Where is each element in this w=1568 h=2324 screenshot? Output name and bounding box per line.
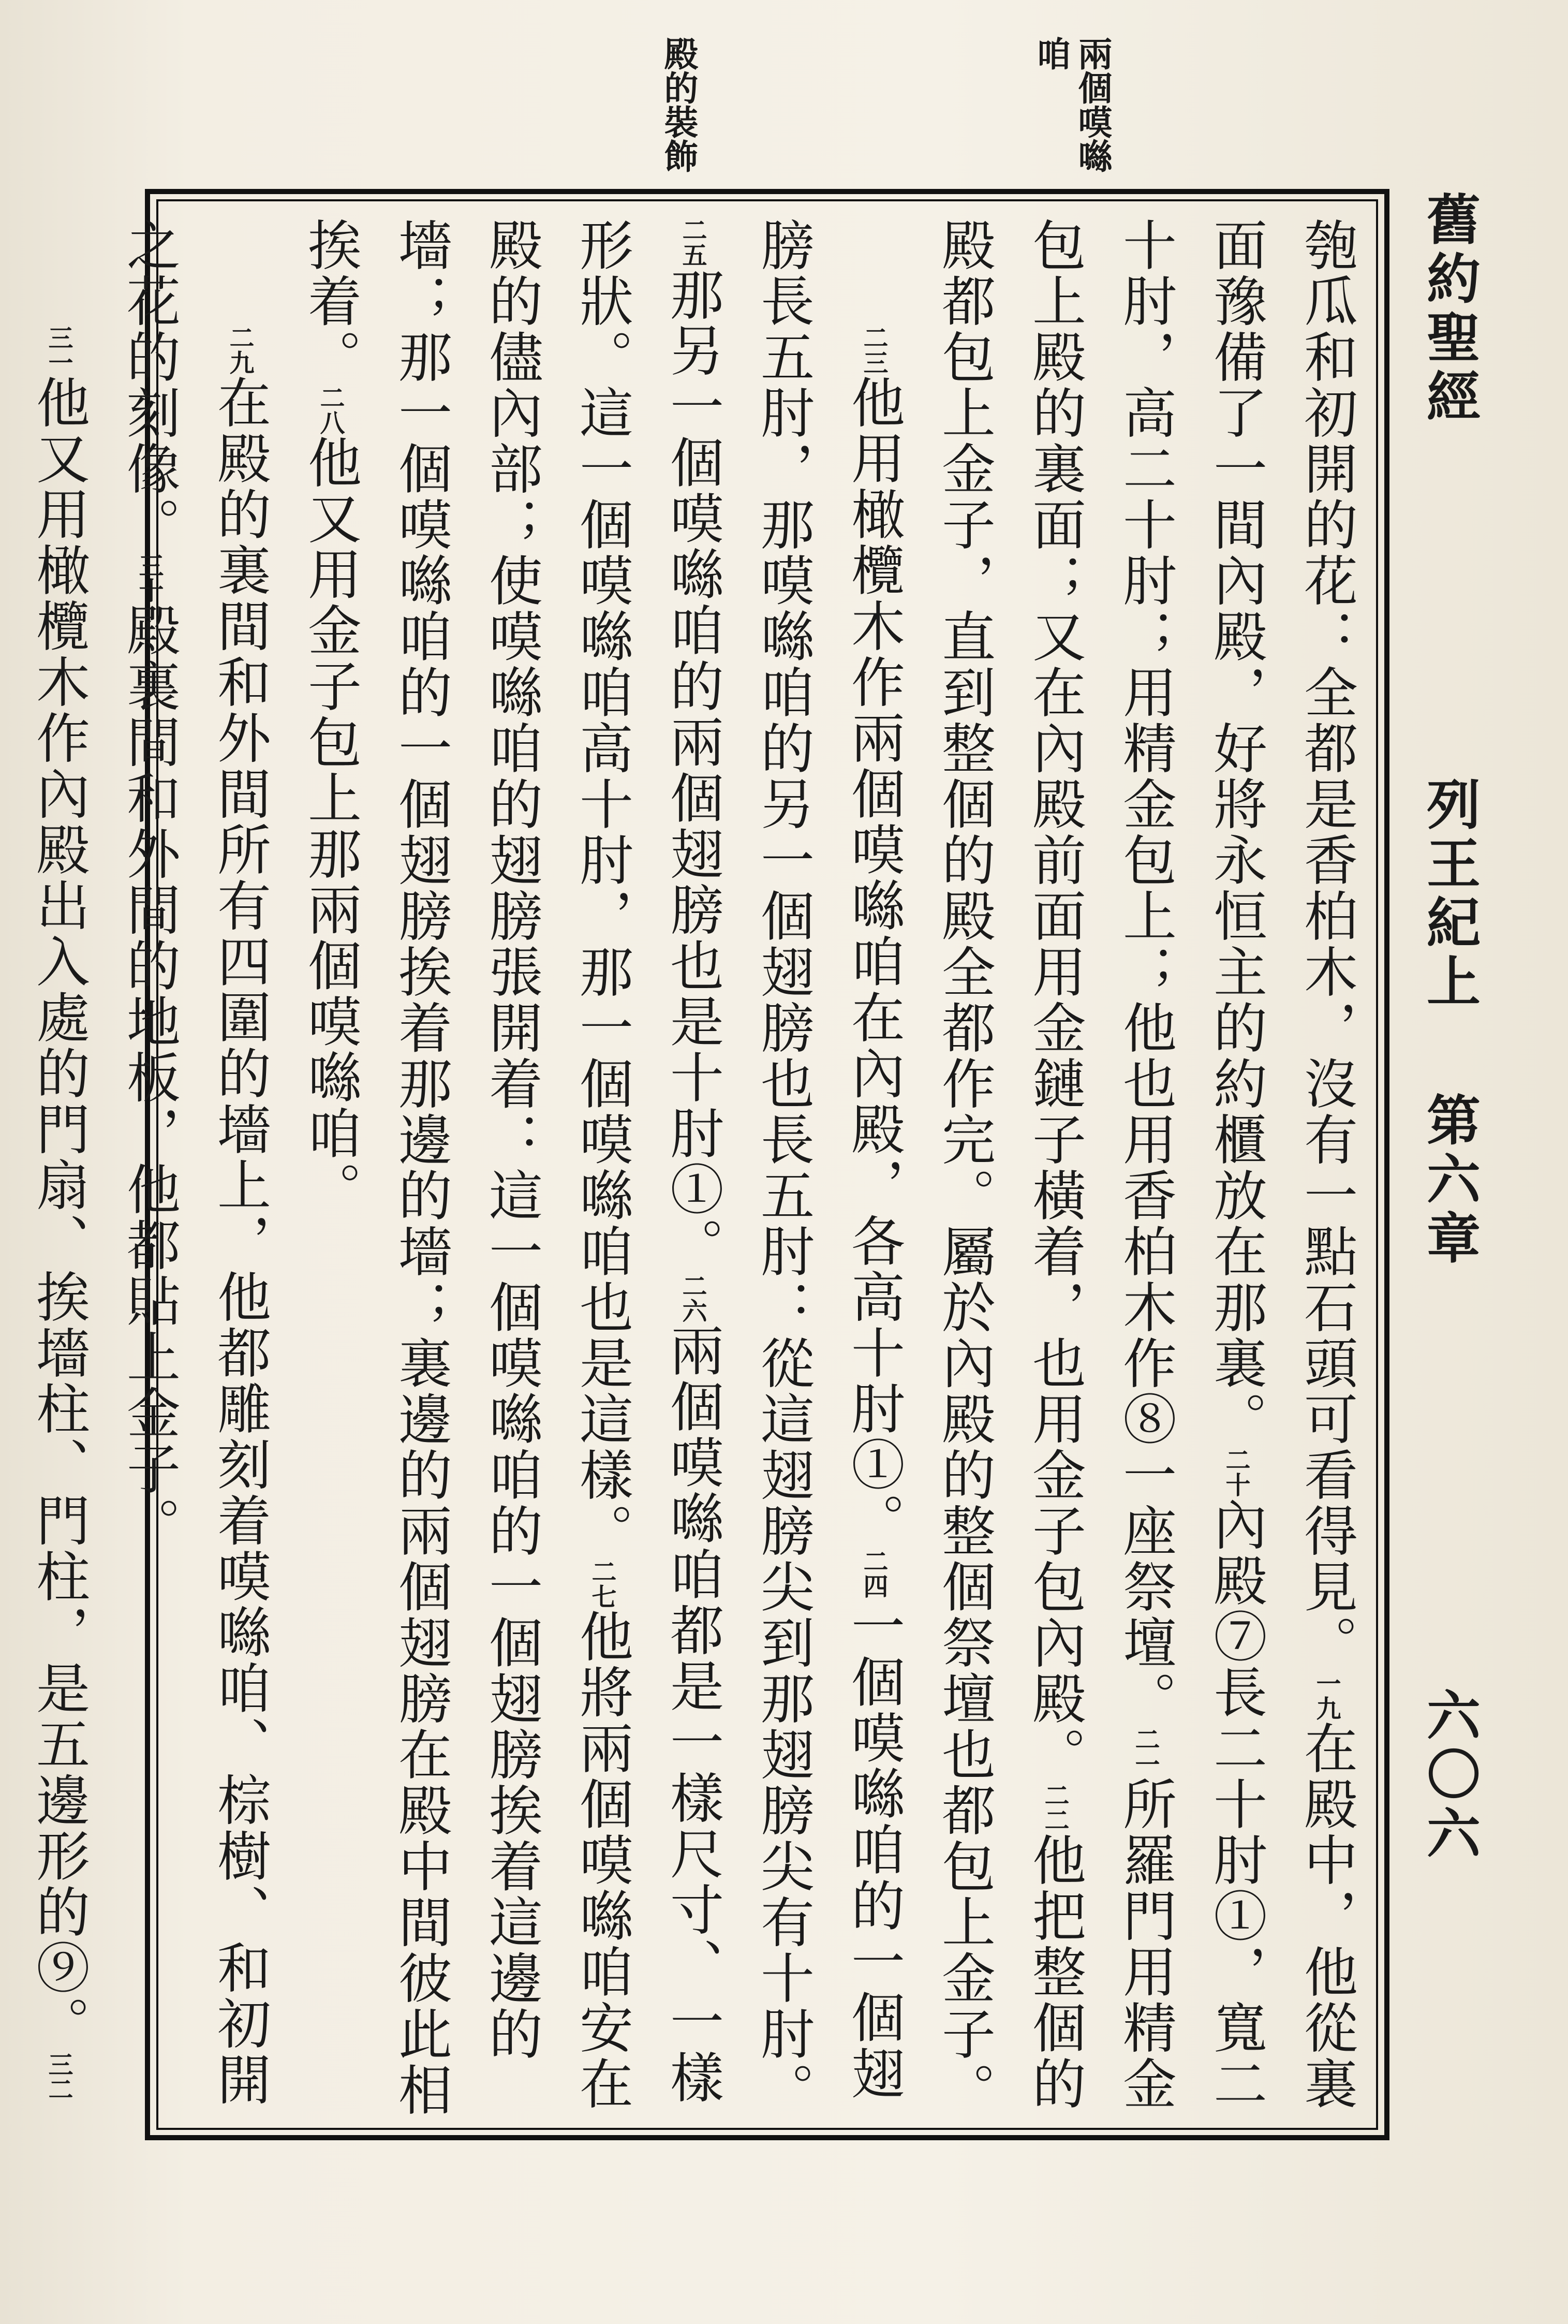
verse-number: 二一 (1131, 1727, 1160, 1776)
verse-number: 二八 (316, 385, 345, 435)
book-title: 舊約聖經 (1417, 192, 1481, 428)
paragraph (103, 217, 285, 2122)
book-name: 列王紀上 (1417, 776, 1481, 1012)
scripture-body (27, 217, 1371, 2122)
verse-text: 所羅門用精金包上殿的裏面；又在內殿前面用金鏈子橫着，也用金子包內殿。 (1023, 217, 1177, 2112)
running-header (1408, 192, 1490, 2158)
verse-number: 二十 (1221, 1447, 1250, 1497)
chapter-label: 第六章 (1417, 1092, 1481, 1269)
verse-number: 三一 (44, 325, 73, 375)
verse-text: 一個嗼噝咱的一個翅膀長五肘，那嗼噝咱的另一個翅膀也長五肘：從這翅膀尖到那翅膀尖有十肘。 (751, 217, 905, 2118)
verse-text: 兩個嗼噝咱都是一樣尺寸、一樣形狀。 (570, 217, 724, 2106)
verse-number: 一九 (1312, 1671, 1341, 1720)
verse-number: 三二 (44, 2052, 73, 2101)
verse-text: 他又用金子包上那兩個嗼噝咱。 (299, 435, 362, 1217)
verse-text: 他把整個的殿都包上金子，直到整個的殿全都作完。屬於內殿的整個祭壇也都包上金子。 (933, 217, 1086, 2118)
verse-number: 二二 (1040, 1783, 1069, 1832)
verse-number: 二六 (678, 1273, 707, 1323)
verse-text: 他用橄欖木作兩個嗼噝咱在內殿，各高十肘①。 (842, 375, 905, 1549)
verse-text: 這一個嗼噝咱高十肘，那一個嗼噝咱也是這樣。 (570, 385, 633, 1559)
side-note-decoration: 殿的裝飾 (658, 36, 698, 173)
paragraph (919, 217, 1371, 2122)
verse-text: 內殿⑦長二十肘①，寬二十肘，高二十肘；用精金包上；他也用香柏木作⑧一座祭壇。 (1114, 217, 1267, 2112)
verse-text: 在殿中，他從裏面豫備了一間內殿，好將永恒主的約櫃放在那裏。 (1204, 217, 1358, 2112)
verse-number: 二七 (587, 1559, 616, 1609)
verse-number: 二四 (859, 1549, 888, 1598)
page-number: 六〇六 (1417, 1687, 1481, 1864)
verse-text: 殿裏間和外間的地板，他都貼上金子。 (117, 602, 181, 1553)
paragraph (0, 217, 103, 2122)
verse-text: 那另一個嗼噝咱的兩個翅膀也是十肘①。 (661, 267, 724, 1273)
verse-number: 二九 (225, 325, 254, 375)
verse-text: 在殿的裏間和外間所有四圍的墻上，他都雕刻着嗼噝咱、棕樹、和初開之花的刻像。 (117, 217, 271, 2108)
paragraph (285, 217, 919, 2122)
verse-text: 他又用橄欖木作內殿出入處的門扇、挨墻柱、門柱，是五邊形的⑨。 (27, 375, 90, 2052)
side-note-cherubim: 兩個嗼噝咱 (1031, 36, 1112, 173)
verse-text: 他將兩個嗼噝咱安在殿的儘內部；使嗼噝咱的翅膀張開着：這一個嗼噝咱的一個翅膀挨着這邊的墻；那一個嗼噝咱的一個翅膀挨着那邊的墻；裏邊的兩個翅膀在殿中間彼此相挨着。 (299, 217, 633, 2118)
verse-text: 匏瓜和初開的花：全都是香柏木，沒有一點石頭可看得見。 (1295, 217, 1358, 1671)
verse-number: 二五 (678, 217, 707, 267)
verse-number: 二三 (859, 325, 888, 375)
verse-number: 三十 (135, 553, 164, 602)
